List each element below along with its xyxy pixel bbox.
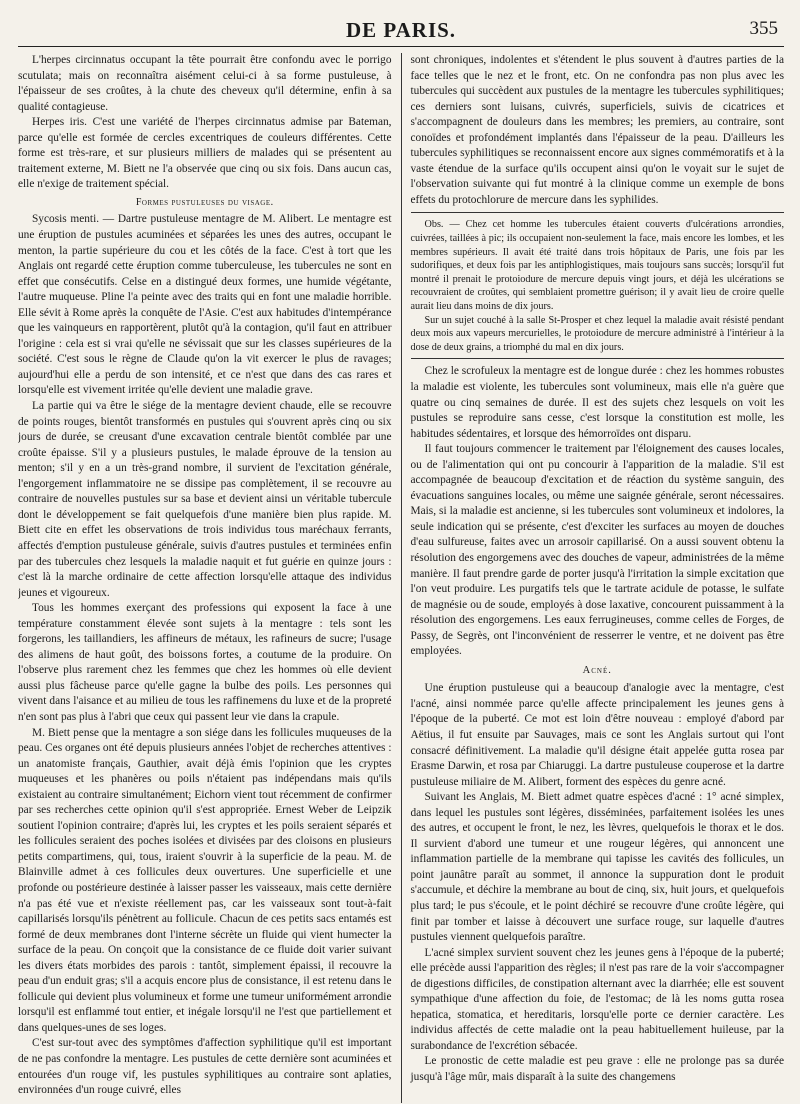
paragraph: L'acné simplex survient souvent chez les jeunes gens à l'époque de la puberté; elle précède aussi l'apparition des règles; il n'est pas rare de la voir s'accompagner de digestions difficiles, de constipation alternant avec la diarrhée; elle est souvent sympathique d'une affection du foie, de l'estomac; de là les noms gutta rosea hepatica, stomatica, et hereditaris, lorsqu'elle porte ce dernier caractère. Les individus affectés de cette maladie ont la peau habituellement huileuse, par la surabondance de l'excrétion sébacée. [410,946,784,1052]
paragraph: Chez le scrofuleux la mentagre est de longue durée : chez les hommes robustes la maladie est violente, les tubercules sont volumineux, mais elle n'a guère que quatre ou cinq semaines de durée. Il est des sujets chez lesquels on voit les pustules se reproduire sans cesse, c'est lorsque la constitution est molle, les habitudes sédentaires, et lorsque des hémorroïdes ont disparu. [410,365,784,440]
text-columns [18,53,784,1103]
divider [411,212,785,213]
paragraph: Sycosis menti. — Dartre pustuleuse mentagre de M. Alibert. Le mentagre est une éruption de pustules acuminées et séparées les unes des autres, occupant le menton, la partie supérieure du cou et les côtés de la face. C'est à tort que les Anglais ont regardé cette éruption comme tuberculeuse, les tubercules ne sont en effet que consécutifs. Celse en a distingué deux formes, une humide végétante, l'autre muqueuse. Pline l'a peinte avec des traits qui en font une maladie horrible. Elle sévit à Rome après la conquête de l'Asie. C'est aux habitudes d'intempérance que les vainqueurs en rapportèrent, plutôt qu'à la contagion, qu'il faut en attribuer l'origine : cela est si vrai qu'elle ne sévissait que sur les classes supérieures de la société. C'est sous le règne de Claude qu'on la vit exercer le plus de ravages; aujourd'hui elle a perdu de son intensité, et ce n'est que dans des cas rares et lorsqu'elle est vivement irritée qu'elle devient une maladie grave. [18,213,392,397]
right-column [402,53,785,1103]
page-header [18,12,784,47]
paragraph: C'est sur-tout avec des symptômes d'affection syphilitique qu'il est important de ne pas confondre la mentagre. Les pustules de cette dernière sont acuminées et entourées d'un rouge vif, les pustules syphilitiques au contraire sont aplaties, environnées d'un rouge cuivré, elles [18,1037,392,1097]
paragraph: sont chroniques, indolentes et s'étendent le plus souvent à d'autres parties de la face telles que le nez et le front, etc. On ne confondra pas non plus avec les tubercules qui succèdent aux pustules de la mentagre les tubercules syphilitiques; ces derniers sont luisans, cuivrés, superficiels, suivis de cicatrices et s'accompagnent de douleurs dans les membres; les premiers, au contraire, sont conoïdes et profondément implantés dans l'épaisseur de la peau. D'ailleurs les tubercules syphilitiques se reconnaissent encore aux signes commémoratifs et à la vaste étendue de la surface qu'ils occupent ainsi qu'on le voyait sur le sujet de l'observation suivante qui fut montré à la clinique comme un exemple de bons effets du protochlorure de mercure dans les syphilides. [410,54,784,206]
paragraph: Une éruption pustuleuse qui a beaucoup d'analogie avec la mentagre, c'est l'acné, ainsi nommée parce qu'elle affecte principalement les jeunes gens à l'époque de la puberté. Ce mot est loin d'être nouveau : employé d'abord par Aëtius, il fut ensuite par Sauvages, mais ce sont les Anglais surtout qui l'ont consacré définitivement. La maladie qu'il désigne était appelée gutta rosea par Erasme Darwin, et rosa par Chiaruggi. La dartre pustuleuse couperose et la dartre pustuleuse miliaire de M. Alibert, forment des espèces du genre acné. [410,682,784,788]
left-column [18,53,402,1103]
paragraph: Il faut toujours commencer le traitement par l'éloignement des causes locales, ou de l'alimentation qui ont pu concourir à l'apparition de la maladie. S'il est accompagnée de beaucoup d'excitation et de réaction du système sanguin, des évacuations sanguines locales, ou même une saignée générale, seront nécessaires. Mais, si la maladie est ancienne, si les tubercules sont volumineux et indolores, la seule indication qui se présente, c'est d'exciter les surfaces au moyen de douches d'eau sulfureuse, faites avec un arrosoir capillarisé. On a aussi souvent obtenu la résolution des engorgemens avec des douches de vapeur, administrées de la même manière. Il faut prendre garde de porter jusqu'à l'irritation la simple excitation que l'on veut produire. Les purgatifs tels que le tartrate acidule de potasse, le sulfate de magnésie ou de soude, employés à dose laxative, concourent puissamment à la résolution des engorgemens. Les eaux ferrugineuses, comme celles de Forges, de Passy, de Segrès, ont l'inconvénient de resserrer le ventre, et ne doivent pas être employées. [410,443,784,658]
observation-note: Obs. — Chez cet homme les tubercules étaient couverts d'ulcérations arrondies, cuivrées, taillées à pic; ils occupaient non-seulement la face, mais encore les lombes, et les membres supérieurs. Il avait été traité dans trois hôpitaux de Paris, une fois par les sudorifiques, et deux fois par les antiphlogistiques, mais toujours sans succès; lorsqu'il fut montré il prenait le protoiodure de mercure depuis vingt jours, et déjà les ulcérations se recouvraient de croûtes, qui semblaient promettre guérison; il y avait lieu de croire quelle aurait lieu dans moins de dix jours. [410,219,784,313]
divider [411,358,785,359]
paragraph: La partie qui va être le siége de la mentagre devient chaude, elle se recouvre de points rouges, bientôt transformés en pustules qui s'ouvrent après cinq ou six jours de durée, se creusant d'une excavation centrale bientôt comblée par une croûte épaisse. S'il y a plusieurs pustules, le malade éprouve de la tension au menton; s'il y en a un très-grand nombre, il survient de l'excitation générale, l'engorgement inflammatoire ne se dissipe pas complètement, il se recouvre au contraire de nouvelles pustules sur sa base et devient ainsi un véritable tubercule dont le développement se fait quelquefois d'une manière bien plus rapide. M. Biett cite en effet les observations de trois individus tous maréchaux ferrants, affectés d'emption pustuleuse générale, suivis d'autres pustules et terminées enfin par des tubercules chez lesquels la maladie naquit et fut guérie en quinze jours : c'est là la marche ordinaire de cette affection lorsqu'elle attaque des individus jeunes et vigoureux. [18,400,392,599]
paragraph: Herpes iris. C'est une variété de l'herpes circinnatus admise par Bateman, parce qu'elle est formée de cercles excentriques de couleurs différentes. Cette forme est très-rare, et sur plusieurs milliers de malades qui se présentent au traitement externe, M. Biett ne l'a observée que cinq ou six fois. Dans aucun cas, elle n'exige de traitement spécial. [18,116,392,191]
paragraph: M. Biett pense que la mentagre a son siége dans les follicules muqueuses de la peau. Ces organes ont été depuis plusieurs années l'objet de recherches attentives : un anatomiste français, Gauthier, avait déjà émis l'opinion que les cryptes muqueuses et les phanères ou poils n'étaient pas indépendans mais qu'ils existaient au contraire simultanément; Eichorn vient tout récemment de confirmer par ses recherches cette opinion qu'il s'est appropriée. Ernest Weber de Leipzik soutient l'opinion contraire; d'après lui, les cryptes et les poils seraient séparés et les follicules seraient des poches isolées et divisées par des cloisons en plusieurs petits compartimens, qui, tous, iraient s'ouvrir à la superficie de la peau. M. de Blainville admet à ces follicules deux ouvertures. Une superficielle et une profonde ou postérieure destinée à laisser passer les vaisseaux, mais cette dernière n'a pas été vue et n'existe réellement pas, car les vaisseaux sont tout-à-fait capillarisés lorsqu'ils pénètrent au follicule. Chacun de ces petits sacs entamés est formé de deux membranes dont l'interne sécrète un fluide qui vient humecter la surface de la peau. On conçoit que la consistance de ce fluide doit varier suivant les divers états morbides des parois : tantôt, simplement épaissi, il recouvre la peau d'un enduit gras; s'il a acquis encore plus de consistance, il est retenu dans le follicule qui devient plus volumineux et forme une tumeur uniformément arrondie lorsqu'il est enflammé tout entier, et inégale lorsqu'il ne l'est que partiellement et dans quelques-unes de ses loges. [18,726,392,1034]
section-heading: Acné. [582,664,612,676]
page-number: 355 [749,18,778,39]
page-title: DE PARIS. [345,18,457,42]
paragraph: L'herpes circinnatus occupant la tête pourrait être confondu avec le porrigo scutulata; mais on reconnaîtra aisément celui-ci à sa forme pustuleuse, à l'épaisseur de ses croûtes, à la chute des cheveux qu'il détermine, enfin à sa qualité contagieuse. [18,54,392,113]
paragraph: Tous les hommes exerçant des professions qui exposent la face à une température constamment élevée sont sujets à la mentagre : tels sont les forgerons, les taillandiers, les affineurs de métaux, les rafineurs de sucre; l'usage des alimens de haut goût, des boissons fortes, a coutume de la produire. On l'observe plus rarement chez les femmes que chez les hommes où elle devient aussi plus fâcheuse parce qu'elle gagne la bulbe des poils. Les personnes qui vivent dans l'aisance et au milieu de tous les raffinemens du luxe et de la propreté n'en sont pas plus à l'abri que ceux qui passent leur vie dans la crapule. [18,602,392,723]
observation-note: Sur un sujet couché à la salle St-Prosper et chez lequel la maladie avait résisté pendant deux mois aux vapeurs mercurielles, le protoiodure de mercure administré à l'intérieur à la dose de deux grains, a triomphé du mal en dix jours. [410,314,784,353]
section-heading: Formes pustuleuses du visage. [135,196,274,208]
paragraph: Suivant les Anglais, M. Biett admet quatre espèces d'acné : 1° acné simplex, dans lequel les pustules sont légères, disséminées, parfaitement isolées les unes des autres, et occupent le front, le nez, les lèvres, quelquefois le thorax et le dos. Il survient d'abord une tumeur et une rougeur légères, qui annoncent une inflammation partielle de la membrane qui tapisse les cavités des follicules, un point jaunâtre paraît au sommet, il annonce la suppuration dont le produit s'accumule, et déchire la membrane au bout de cinq, six, huit jours, et quelquefois plus tard; le pus s'écoule, et le point déchiré se recouvre d'une croûte légère, qui finit par tomber et laisse à découvert une surface rouge, sur laquelle d'autres pustules viennent quelquefois paraître. [410,791,784,944]
paragraph: Le pronostic de cette maladie est peu grave : elle ne prolonge pas sa durée jusqu'à l'âge mûr, mais disparaît à la suite des changemens [410,1055,784,1084]
